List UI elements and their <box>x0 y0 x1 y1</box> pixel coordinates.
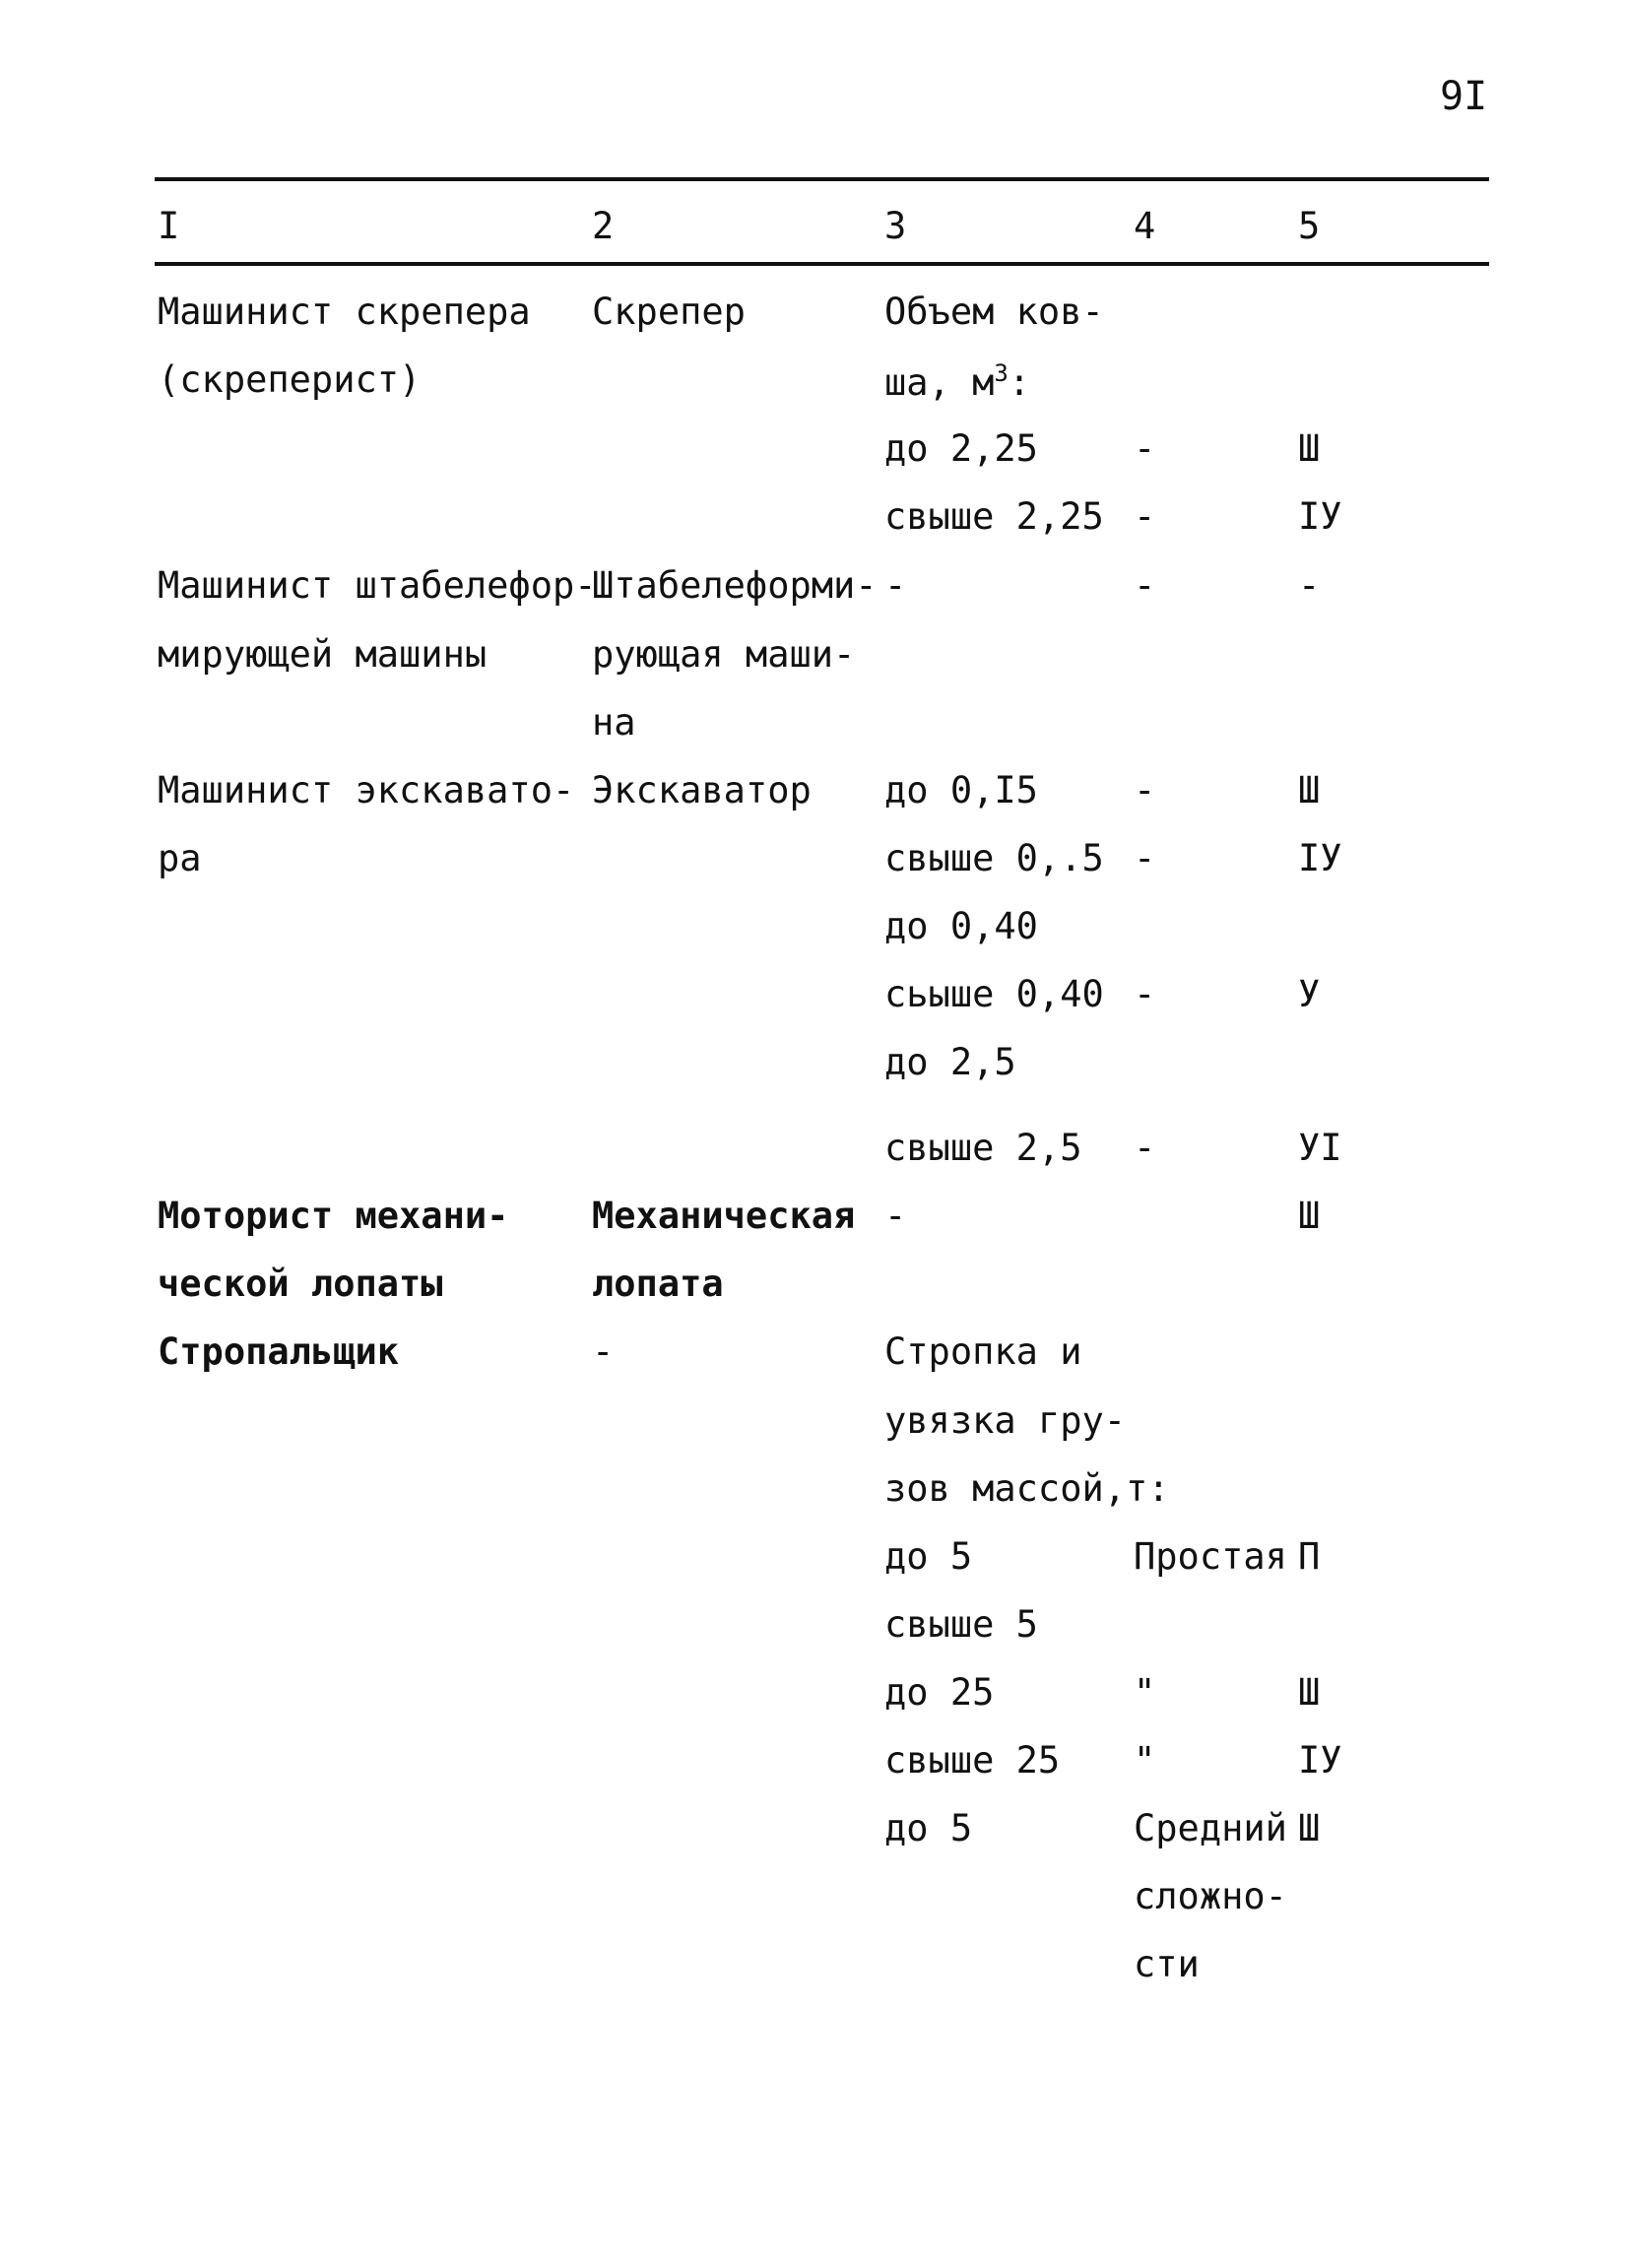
row-parameter: ша, $м^3$: <box>884 359 1031 404</box>
table-top-rule <box>155 177 1489 181</box>
row-complexity: - <box>1134 427 1156 470</box>
row-parameter: до 5 <box>884 1807 973 1849</box>
header-col-3: 3 <box>884 205 907 247</box>
row-parameter: до 5 <box>884 1535 973 1578</box>
row-complexity: - <box>1134 769 1156 811</box>
page-number: 9I <box>1440 74 1488 119</box>
table-header-rule <box>155 262 1489 266</box>
row-parameter: сьыше 0,40 <box>884 973 1104 1015</box>
header-col-1: I <box>158 205 180 247</box>
row-grade: УI <box>1298 1127 1342 1169</box>
row-grade: IУ <box>1298 837 1342 879</box>
row-parameter: зов массой,т: <box>884 1467 1170 1510</box>
row-profession: Машинист штабелефор- <box>158 564 597 607</box>
row-parameter: свыше 25 <box>884 1739 1061 1782</box>
row-complexity: - <box>1134 1127 1156 1169</box>
row-grade: У <box>1298 973 1321 1015</box>
row-profession: Машинист скрепера <box>158 291 531 333</box>
row-machine: - <box>592 1330 615 1373</box>
row-parameter: свыше 5 <box>884 1603 1038 1646</box>
row-grade: П <box>1298 1535 1321 1578</box>
row-parameter: до 0,40 <box>884 905 1038 947</box>
row-complexity: " <box>1134 1739 1156 1782</box>
row-complexity: сти <box>1134 1943 1200 1985</box>
row-grade: Ш <box>1298 1807 1321 1849</box>
row-parameter: до 25 <box>884 1671 995 1714</box>
row-parameter: до 2,5 <box>884 1041 1016 1083</box>
row-parameter: свыше 0,.5 <box>884 837 1104 879</box>
row-machine: лопата <box>592 1263 724 1305</box>
row-profession: мирующей машины <box>158 633 488 676</box>
row-profession: ческой лопаты <box>158 1263 443 1305</box>
row-complexity: Средний <box>1134 1807 1287 1849</box>
row-complexity: - <box>1134 837 1156 879</box>
row-grade: Ш <box>1298 769 1321 811</box>
header-col-2: 2 <box>592 205 615 247</box>
row-parameter: - <box>884 564 907 607</box>
row-grade: Ш <box>1298 1671 1321 1714</box>
row-complexity: сложно- <box>1134 1875 1287 1917</box>
row-machine: Механическая <box>592 1195 856 1237</box>
row-machine: на <box>592 701 636 744</box>
row-machine: Экскаватор <box>592 769 812 811</box>
row-parameter: свыше 2,5 <box>884 1127 1082 1169</box>
superscript: 3 <box>994 359 1009 387</box>
row-complexity: - <box>1134 495 1156 538</box>
row-grade: Ш <box>1298 427 1321 470</box>
header-col-4: 4 <box>1134 205 1156 247</box>
row-grade: IУ <box>1298 495 1342 538</box>
row-profession: Моторист механи- <box>158 1195 509 1237</box>
row-complexity: - <box>1134 564 1156 607</box>
row-complexity: Простая <box>1134 1535 1287 1578</box>
row-parameter: - <box>884 1195 907 1237</box>
row-grade: - <box>1298 564 1321 607</box>
row-profession: Машинист экскавато- <box>158 769 575 811</box>
row-machine: рующая маши- <box>592 633 856 676</box>
header-col-5: 5 <box>1298 205 1321 247</box>
row-machine: Штабелеформи- <box>592 564 878 607</box>
row-parameter: до 2,25 <box>884 427 1038 470</box>
row-parameter: Стропка и <box>884 1330 1082 1373</box>
row-parameter: увязка гру- <box>884 1399 1127 1442</box>
row-complexity: - <box>1134 973 1156 1015</box>
row-profession: ра <box>158 837 202 879</box>
row-parameter: свыше 2,25 <box>884 495 1104 538</box>
row-grade: IУ <box>1298 1739 1342 1782</box>
row-parameter: до 0,I5 <box>884 769 1038 811</box>
row-machine: Скрепер <box>592 291 746 333</box>
row-grade: Ш <box>1298 1195 1321 1237</box>
row-complexity: " <box>1134 1671 1156 1714</box>
row-profession: (скреперист) <box>158 358 422 401</box>
row-profession: Стропальщик <box>158 1330 400 1373</box>
row-parameter: Объем ков- <box>884 291 1104 333</box>
